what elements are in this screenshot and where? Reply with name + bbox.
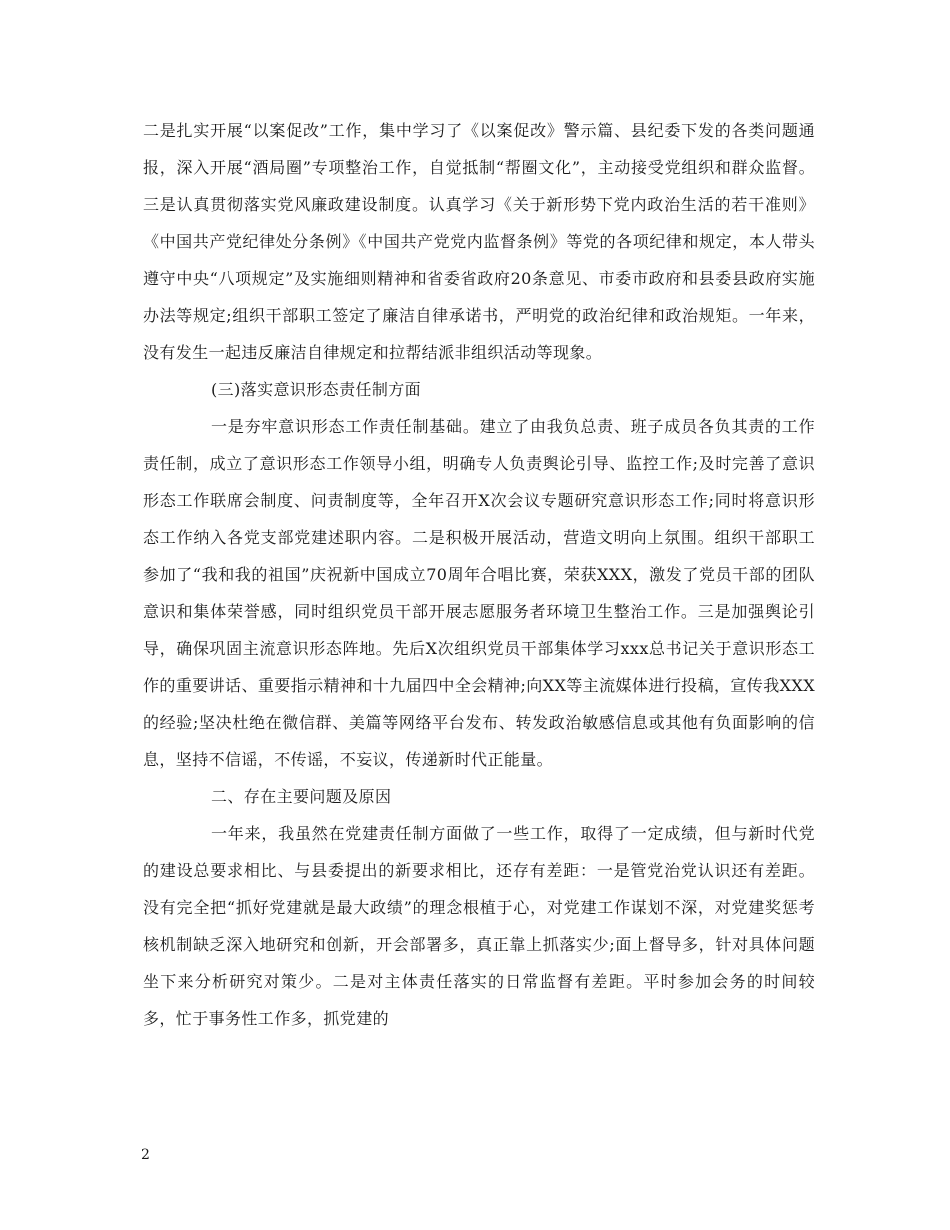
document-body: [143, 112, 815, 1037]
paragraph-problems: 一年来，我虽然在党建责任制方面做了一些工作，取得了一定成绩，但与新时代党的建设总要求相比、与县委提出的新要求相比，还存有差距：一是管党治党认识还有差距。没有完全把“抓好党建就是最大政绩”的理念根植于心，对党建工作谋划不深，对党建奖惩考核机制缺乏深入地研究和创新，开会部署多，真正靠上抓落实少;面上督导多，针对具体问题坐下来分析研究对策少。二是对主体责任落实的日常监督有差距。平时参加会务的时间较多，忙于事务性工作多，抓党建的: [143, 824, 815, 1028]
heading-problems-and-causes: 二、存在主要问题及原因: [211, 787, 392, 806]
page-number: 2: [141, 1147, 150, 1163]
heading-ideology-responsibility: (三)落实意识形态责任制方面: [211, 380, 422, 399]
paragraph-ideology-work: 一是夯牢意识形态工作责任制基础。建立了由我负总责、班子成员各负其责的工作责任制，成立了意识形态工作领导小组，明确专人负责舆论引导、监控工作;及时完善了意识形态工作联席会制度、问责制度等，全年召开X次会议专题研究意识形态工作;同时将意识形态工作纳入各党支部党建述职内容。二是积极开展活动，营造文明向上氛围。组织干部职工参加了“我和我的祖国”庆祝新中国成立70周年合唱比赛，荣获XXX，激发了党员干部的团队意识和集体荣誉感，同时组织党员干部开展志愿服务者环境卫生整治工作。三是加强舆论引导，确保巩固主流意识形态阵地。先后X次组织党员干部集体学习xxx总书记关于意识形态工作的重要讲话、重要指示精神和十九届四中全会精神;向XX等主流媒体进行投稿，宣传我XXX的经验;坚决杜绝在微信群、美篇等网络平台发布、转发政治敏感信息或其他有负面影响的信息，坚持不信谣，不传谣，不妄议，传递新时代正能量。: [143, 417, 815, 769]
paragraph-discipline: 二是扎实开展“以案促改”工作，集中学习了《以案促改》警示篇、县纪委下发的各类问题通报，深入开展“酒局圈”专项整治工作，自觉抵制“帮圈文化”，主动接受党组织和群众监督。三是认真贯彻落实党风廉政建设制度。认真学习《关于新形势下党内政治生活的若干准则》《中国共产党纪律处分条例》《中国共产党党内监督条例》等党的各项纪律和规定，本人带头遵守中央“八项规定”及实施细则精神和省委省政府20条意见、市委市政府和县委县政府实施办法等规定;组织干部职工签定了廉洁自律承诺书，严明党的政治纪律和政治规矩。一年来，没有发生一起违反廉洁自律规定和拉帮结派非组织活动等现象。: [143, 121, 815, 362]
